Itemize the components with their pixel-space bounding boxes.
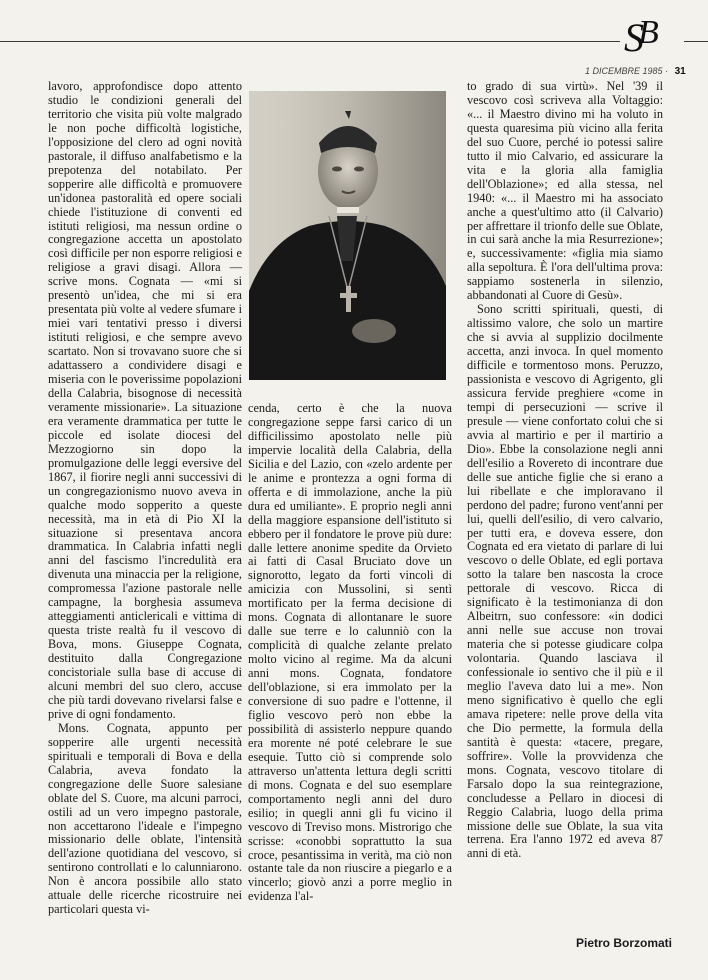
paragraph: to grado di sua virtù». Nel '39 il vescovo così scriveva alla Voltaggio: «... il Maestro divino mi ha voluto in questa quaresima più vicino alla ferita del suo Cuore, perché io potessi salire tutto il mio Calvario, ed assicurare la vita e la gloria alla famiglia dell'Oblazione»; ed alla stessa, nel 1940: «... il Maestro mi ha associato anche a quest'ultimo atto (il Calvario) per affrettare il trionfo delle sue Oblate, in cui sarà anche la mia Resurrezione»; e, successivamente: «figlia mia siamo alla sepoltura. È l'ora dell'ultima prova: sappiamo sostenerla in silenzio, abbandonati al Cuore di Gesù». bbox=[467, 79, 663, 303]
header-rule bbox=[0, 41, 708, 42]
article-column-1 bbox=[48, 80, 242, 917]
issue-date: 1 DICEMBRE 1985 bbox=[585, 66, 663, 76]
paragraph: cenda, certo è che la nuova congregazione seppe farsi carico di un difficilissimo apostolato nelle più impervie località della Calabria, della Sicilia e del Lazio, con «zelo ardente per le anime e prontezza a ogni forma di offerta e di immolazione, anche la più dura ed umiliante». E proprio negli anni della maggiore espansione dell'istituto si ebbero per il fondatore le prove più dure: dalle lettere anonime spedite da Orvieto ai fatti di Casal Bruciato dove un signorotto, legato da forti vincoli di amicizia con Mussolini, si sentì mortificato per la ferma decisione di mons. Cognata di allontanare le suore dalle sue terre e lo calunniò con la complicità di qualche zelante prelato molto vicino al regime. Ma da alcuni anni mons. Cognata, fondatore dell'oblazione, si era immolato per la conversione di suo padre e l'ottenne, il figlio vescovo però non ebbe la possibilità di assisterlo neppure quando era morente né poté celebrare le sue esequie. Tutto ciò si comprende solo attraverso un'attenta lettura degli scritti di mons. Cognata e del suo esemplare comportamento negli anni del duro esilio; in quegli anni gli fu vicino il vescovo di Treviso mons. Mistrorigo che scrisse: «conobbi soprattutto la sua croce, pesantissima in verità, ma ciò non ostante tale da non riuscire a piegarlo e a vincerlo; giovò anzi a porre meglio in evidenza l'al- bbox=[248, 401, 452, 904]
author-signature: Pietro Borzomati bbox=[575, 936, 672, 950]
magazine-logo: SB bbox=[620, 6, 684, 52]
paragraph: Mons. Cognata, appunto per sopperire alle urgenti necessità spirituali e temporali di Bova e della Calabria, aveva fondato la congregazione delle Suore salesiane oblate del S. Cuore, ma alcuni parroci, ostili ad un vero impegno pastorale, non accettarono l'ideale e l'impegno missionario delle oblate, l'intensità dell'azione quotidiana del vescovo, si sentirono controllati e lo calunniarono. Non è ancora possibile allo stato attuale delle ricerche ricostruire nei particolari questa vi- bbox=[48, 720, 242, 917]
paragraph: lavoro, approfondisce dopo attento studio le condizioni generali del territorio che visita più volte malgrado le non poche difficoltà logistiche, l'opposizione del clero ad ogni novità pastorale, il diffuso analfabetismo e la prepotenza del notabilato. Per sopperire alle difficoltà e promuovere un'idonea pastoralità ed opere sociali chiede l'istituzione di conventi ed istituti religiosi, ma nessun ordine o congregazione accetta un apostolato così difficile per non esporre religiosi e religiose a gravi disagi. Allora — scrive mons. Cognata — «mi si presentò un'idea, che mi si era presentata più volte al vedere sfumare i miei vari tentativi presso i diversi istituti religiosi, e che sempre avevo scartato. Non si trovavano suore che si adattassero a condividere disagi e miseria con le poverissime popolazioni della Calabria, bisognose di necessità veramente missionarie». La situazione era veramente drammatica per tutte le piccole ed isolate diocesi del Mezzogiorno sin dopo la promulgazione delle leggi eversive del 1867, il fiorire negli anni successivi di un congregazionismo nuovo aveva in qualche modo sopperito a queste necessità, ma in età di Pio XI la situazione si presentava ancora drammatica. In Calabria infatti negli anni del fascismo l'incredulità era divenuta una minaccia per la religione, compromessa l'azione pastorale nelle campagne, la borghesia assumeva atteggiamenti anticlericali e vittima di questa triste realtà fu il vescovo di Bova, mons. Giuseppe Cognata, destituito dalla Congregazione concistoriale sulla base di accuse di alcuni membri del suo clero, accuse che più tardi dovevano rivelarsi false e prive di ogni fondamento. bbox=[48, 79, 242, 721]
paragraph: Sono scritti spirituali, questi, di altissimo valore, che solo un martire che si avvia al supplizio docilmente accetta, anzi invoca. In quel momento difficile e tormentoso mons. Peruzzo, passionista e vescovo di Agrigento, gli assicura fervide preghiere «come in tempi di persecuzioni — scrive il presule — viene confortato colui che si avvia al martirio e per il martirio a Dio». Ebbe la consolazione negli anni dell'esilio a Rovereto di incontrare due delle sue antiche figlie che si erano a lui ribellate e che imploravano il perdono del padre; furono vent'anni per lui, quelli dell'esilio, di vero calvario, per tutti era, e doveva essere, don Cognata ed era vietato di parlare di lui vescovo o delle Oblate, ed egli portava sotto la talare ben nascosta la croce pettorale di vescovo. Ricca di significato è la testimonianza di don Albeitrn, suo confessore: «in dodici anni nelle sue accuse non trovai materia che si potesse giudicare colpa volontaria. Quando lasciava il confessionale io sentivo che il più e il meglio l'aveva dato lui a me». Non meno significativo è quello che egli amava ripetere: nelle prove della vita che Dio permette, la formula della santità è questa: «tacere, pregare, soffrire». Volle la provvidenza che mons. Cognata, vescovo titolare di Farsalo dopo la sua reintegrazione, concludesse a Pellaro in diocesi di Reggio Calabria, luogo della prima missione delle sue Oblate, la sua vita terrena. Era l'anno 1972 ed aveva 87 anni di età. bbox=[467, 302, 663, 861]
page-folio: 1 DICEMBRE 1985 · 31 bbox=[585, 66, 686, 77]
portrait-photo-icon bbox=[249, 91, 446, 380]
article-column-3 bbox=[467, 80, 663, 861]
page-number: 31 bbox=[674, 66, 686, 77]
bishop-portrait-photo bbox=[249, 91, 446, 380]
article-column-2 bbox=[248, 402, 452, 904]
